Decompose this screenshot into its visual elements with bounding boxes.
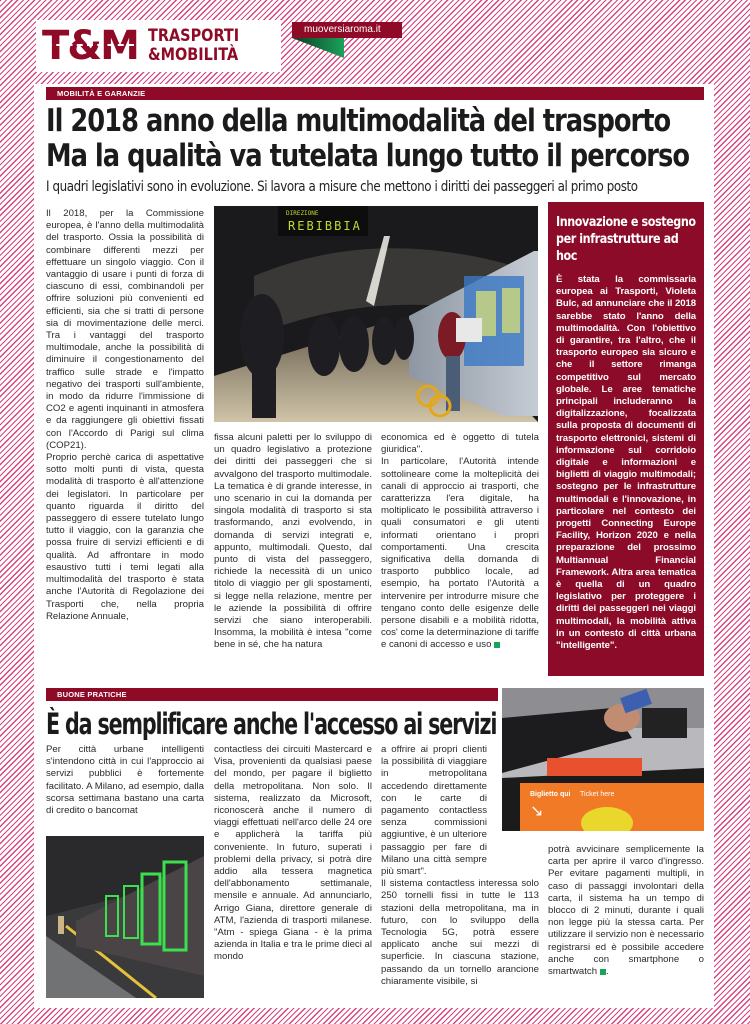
- paragraph: fissa alcuni paletti per lo sviluppo di un quadro legislativo a protezione dei diritti dei passeggeri che si avvalgono del trasporto multimodale. La tematica è di grande interesse, in uno scenario in cui la domanda per singola modalità di trasporto si sta trasformando, anzi evolvendo, in domanda di servizi integrati e, appunto, multimodali. Questo, dal punto di vista del passeggero, richiede la necessità di un unico titolo di viaggio per gli spostamenti, si legge nella relazione, mentre per le aziende la possibilità di offrire servizi che siano interoperabili. Insomma, la mobilità è intesa "come bene in sé, che ha natura: [214, 432, 372, 651]
- sidebar-title: Innovazione e sostegno per infrastrutture ad hoc: [556, 215, 696, 264]
- paragraph: In particolare, l'Autorità intende sottolineare come la molteplicità dei canali di approccio ai trasporti, che caratterizza l'era digitale, ha moltiplicato le possibilità attraverso i quali consumatori e gli utenti informati orientano i propri comportamenti. Una crescita significativa della domanda di trasporto pubblico locale, ad esempio, ha portato l'Autorità a intervenire per introdurre misure che tengano conto delle esigenze delle persone disabili e a mobilità ridotta, cos' come la determinazione di tariffe e canoni di accesso e uso: [381, 456, 539, 651]
- arrow-down-right-icon: ↘: [530, 801, 544, 820]
- masthead-logo: [36, 20, 281, 72]
- sidebar-box: [548, 202, 704, 676]
- logo-line-1: TRASPORTI: [147, 26, 240, 46]
- article-headline: È da semplificare anche l'accesso ai servizi: [46, 707, 497, 741]
- paragraph: economica ed è oggetto di tutela giuridica".: [381, 432, 539, 456]
- logo-line-2: &MOBILITÀ: [147, 45, 239, 65]
- paragraph: potrà avvicinare semplicemente la carta per aprire il varco d'ingresso. Per evitare pagamenti multipli, in caso di passaggi involontari della carta, il sistema ha un tempo di blocco di 2 minuti, durante i quali non legge più la stessa carta. Per utilizzare il servizio non è necessario registrarsi ed è possibile accedere anche con smartphone o smartwatch: [548, 844, 704, 978]
- article-column-3: [381, 744, 539, 988]
- headline-line-1: Il 2018 anno della multimodalità del trasporto: [46, 103, 671, 139]
- green-train-photo: [46, 836, 204, 998]
- page-sheet: [34, 84, 714, 1008]
- article-column-3: [381, 432, 539, 652]
- display-direction: DIREZIONE: [286, 210, 319, 217]
- metro-train-illustration: [46, 836, 204, 998]
- article-column-1: [46, 744, 204, 817]
- logo-mark: T&M: [42, 23, 138, 69]
- sidebar-body: È stata la commissaria europea ai Trasporti, Violeta Bulc, ad annunciare che il 2018 sarebbe stato l'anno della multimodalità. Con l'obiettivo di garantire, tra l'altro, che il trasporto europeo sia sicuro e che il settore rimanga competitivo sul mercato globale. Le aree tematiche principali includeranno la digitalizzazione, focalizzata sulla proposta di documenti di trasporto elettronici, sistemi di informazione sul corridoio digitale e informazioni e biglietti di viaggio multimodali; sostegno per le infrastrutture multimodali e l'innovazione, in particolare nel contesto dei progetti Connecting Europe Facility, Horizon 2020 e nella preparazione del prossimo Multiannual Financial Framework. Altra area tematica è quella di un quadro legislativo per proteggere i diritti dei passeggeri nei viaggi multimodali, la mobilità attiva in un contesto di città urbana "intelligente".: [556, 274, 696, 652]
- paragraph: Proprio perchè carica di aspettative sotto molti punti di vista, questa modalità di trasporto è all'attenzione dei legislatori. In particolare per quanto riguarda il diritto del passeggero di essere tutelato lungo tutto il viaggio, con la garanzia che possa fruire di servizi efficienti e di qualità. Ad affrontare in modo esaustivo tutti i temi legati alla multimodalità del trasporto è stata anche l'Autorità di Regolazione dei Trasporti che, nella propria Relazione Annuale,: [46, 452, 204, 622]
- turnstile-label: Biglietto qui: [530, 791, 571, 798]
- metro-platform-photo: [214, 206, 538, 422]
- paragraph: contactless dei circuiti Mastercard e Visa, provenienti da qualsiasi paese del mondo, per pagare il biglietto della metropolitana. Non solo. Il sistema, realizzato da Microsoft, riconoscerà anche il numero di viaggi effettuati nell'arco delle 24 ore e applicherà la tariffa più conveniente. In futuro, superati i problemi della privacy, si potrà dire addio alla tessera magnetica dell'abbonamento settimanale, mensile e annuale. Ad annunciarlo, Arrigo Giana, direttore generale di ATM, l'azienda di trasporti milanese. "Atm - spiega Giana - è la prima azienda in Italia e tra le prime dieci al mondo: [214, 744, 372, 963]
- article-headline: [46, 103, 690, 174]
- section-label: MOBILITÀ E GARANZIE: [46, 87, 704, 100]
- article-subhead: I quadri legislativi sono in evoluzione. Si lavora a misure che mettono i diritti dei passeggeri al primo posto: [46, 179, 638, 195]
- end-punctuation: .: [606, 966, 609, 978]
- section-label: BUONE PRATICHE: [46, 688, 498, 701]
- paragraph: a offrire ai propri clienti la possibilità di viaggiare in metropolitana accedendo direttamente con le carte di pagamento contactless senza commissioni aggiuntive, è un ulteriore passaggio per fare di Milano una città sempre più smart".: [381, 744, 487, 878]
- article-column-2: [214, 744, 372, 964]
- paragraph: Il 2018, per la Commissione europea, è l'anno della multimodalità del trasporto. Ossia la possibilità di combinare differenti mezzi per effettuare un singolo viaggio. Con il vantaggio di usare i punti di forza di ciascuno di essi, combinandoli per offrire soluzioni più convenienti ed efficienti, sia che si tratti di persone sia di movimentazione delle merci. Tra i vantaggi del trasporto multimodale, anche la possibilità di diminuire il congestionamento del traffico sulle strade e l'impatto negativo dei trasporti sull'ambiente, in modo da ridurre l'immissione di CO2 e agenti inquinanti in atmosfera e da raggiungere gli obiettivi fissati con l'Accordo di Parigi sul clima (COP21).: [46, 208, 204, 451]
- headline-line-2: Ma la qualità va tutelata lungo tutto il percorso: [46, 138, 690, 174]
- article-column-2: [214, 432, 372, 652]
- website-tag[interactable]: muoversiaroma.it: [292, 22, 402, 38]
- metro-platform-illustration: [214, 206, 538, 422]
- display-destination: REBIBBIA: [288, 219, 362, 233]
- logo-wordmark: [148, 27, 239, 65]
- paragraph: Il sistema contactless interessa solo 250 tornelli fissi in tutte le 113 stazioni della metropolitana, ma in futuro, con lo sviluppo della Tecnologia 5G, potrà essere applicato anche sui mezzi di superficie. In ciascuna stazione, passando da un tornello arancione chiaramente visibile, si: [381, 878, 539, 987]
- end-mark-icon: [494, 642, 500, 648]
- paragraph: Per città urbane intelligenti s'intendono città in cui l'approccio ai servizi pubblici è fortemente facilitato. A Milano, ad esempio, dalla scorsa settimana bastano una carta di credito o bancomat: [46, 744, 204, 817]
- turnstile-label-en: Ticket here: [580, 791, 615, 798]
- ribbon-decoration: [292, 38, 344, 58]
- article-column-4: [548, 844, 704, 978]
- article-column-1: [46, 208, 204, 623]
